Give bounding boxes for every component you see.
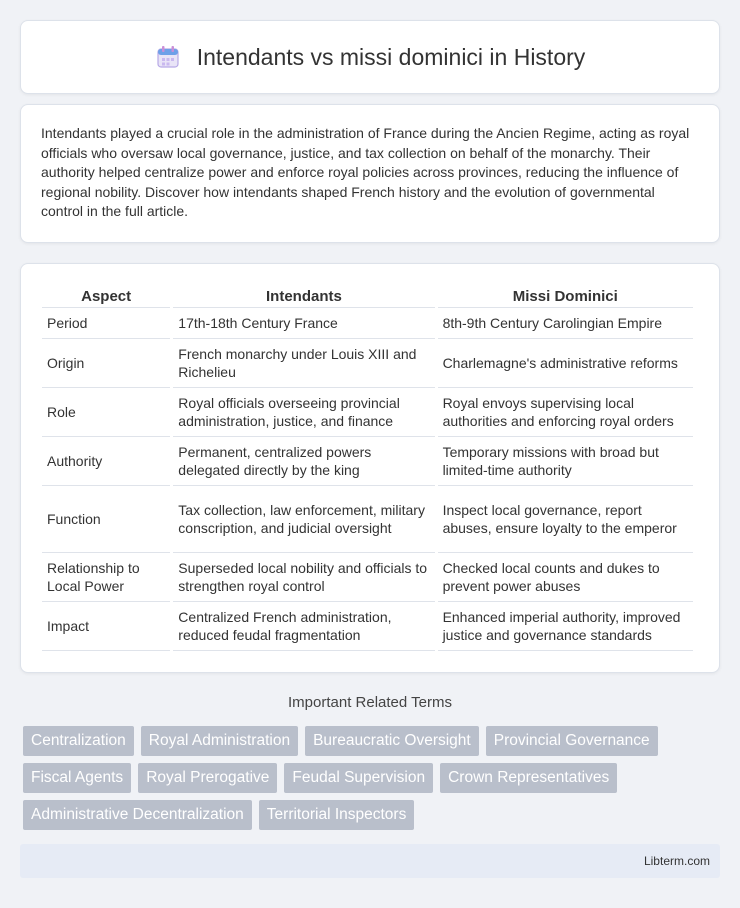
header-missi-dominici: Missi Dominici xyxy=(438,282,693,308)
cell-missi-dominici: Charlemagne's administrative reforms xyxy=(438,339,693,388)
table-row xyxy=(42,339,693,388)
cell-intendants: Superseded local nobility and officials to strengthen royal control xyxy=(173,553,434,602)
table-row xyxy=(42,308,693,339)
table-header-row xyxy=(42,282,693,308)
related-term-tag[interactable]: Crown Representatives xyxy=(440,763,617,793)
table-row xyxy=(42,388,693,437)
related-term-tag[interactable]: Administrative Decentralization xyxy=(23,800,252,830)
cell-aspect: Period xyxy=(42,308,170,339)
cell-intendants: Royal officials overseeing provincial administration, justice, and finance xyxy=(173,388,434,437)
intro-card xyxy=(20,104,720,243)
footer xyxy=(20,844,720,878)
header-aspect: Aspect xyxy=(42,282,170,308)
cell-missi-dominici: Checked local counts and dukes to prevent power abuses xyxy=(438,553,693,602)
cell-aspect: Origin xyxy=(42,339,170,388)
related-terms-title: Important Related Terms xyxy=(288,694,452,711)
cell-missi-dominici: Royal envoys supervising local authorities and enforcing royal orders xyxy=(438,388,693,437)
comparison-table-card xyxy=(20,263,720,673)
table-row xyxy=(42,486,693,553)
cell-aspect: Relationship to Local Power xyxy=(42,553,170,602)
cell-intendants: French monarchy under Louis XIII and Richelieu xyxy=(173,339,434,388)
cell-intendants: Centralized French administration, reduced feudal fragmentation xyxy=(173,602,434,651)
table-row xyxy=(42,602,693,651)
related-term-tag[interactable]: Bureaucratic Oversight xyxy=(305,726,479,756)
cell-intendants: Permanent, centralized powers delegated directly by the king xyxy=(173,437,434,486)
comparison-table xyxy=(39,282,696,651)
intro-text: Intendants played a crucial role in the administration of France during the Ancien Regime, acting as royal officials who oversaw local governance, justice, and tax collection on behalf of the monarchy. Their authority helped centralize power and enforce royal policies across provinces, reducing the influence of regional nobility. Discover how intendants shaped French history and the evolution of governmental control in the full article. xyxy=(41,125,690,219)
cell-aspect: Impact xyxy=(42,602,170,651)
cell-missi-dominici: Enhanced imperial authority, improved justice and governance standards xyxy=(438,602,693,651)
cell-intendants: Tax collection, law enforcement, military conscription, and judicial oversight xyxy=(173,486,434,553)
footer-site-link[interactable]: Libterm.com xyxy=(643,854,710,868)
cell-missi-dominici: Inspect local governance, report abuses, ensure loyalty to the emperor xyxy=(438,486,693,553)
related-term-tag[interactable]: Fiscal Agents xyxy=(23,763,131,793)
header-intendants: Intendants xyxy=(173,282,434,308)
related-term-tag[interactable]: Territorial Inspectors xyxy=(259,800,415,830)
title-card xyxy=(20,20,720,94)
cell-aspect: Function xyxy=(42,486,170,553)
related-term-tag[interactable]: Feudal Supervision xyxy=(284,763,433,793)
cell-missi-dominici: Temporary missions with broad but limited-time authority xyxy=(438,437,693,486)
cell-intendants: 17th-18th Century France xyxy=(173,308,434,339)
cell-aspect: Authority xyxy=(42,437,170,486)
related-terms-list xyxy=(23,726,713,830)
related-term-tag[interactable]: Provincial Governance xyxy=(486,726,658,756)
page-title: Intendants vs missi dominici in History xyxy=(196,43,586,70)
related-term-tag[interactable]: Royal Prerogative xyxy=(138,763,277,793)
cell-aspect: Role xyxy=(42,388,170,437)
related-term-tag[interactable]: Royal Administration xyxy=(141,726,298,756)
table-row xyxy=(42,553,693,602)
related-term-tag[interactable]: Centralization xyxy=(23,726,134,756)
calendar-icon xyxy=(155,44,181,70)
table-row xyxy=(42,437,693,486)
cell-missi-dominici: 8th-9th Century Carolingian Empire xyxy=(438,308,693,339)
